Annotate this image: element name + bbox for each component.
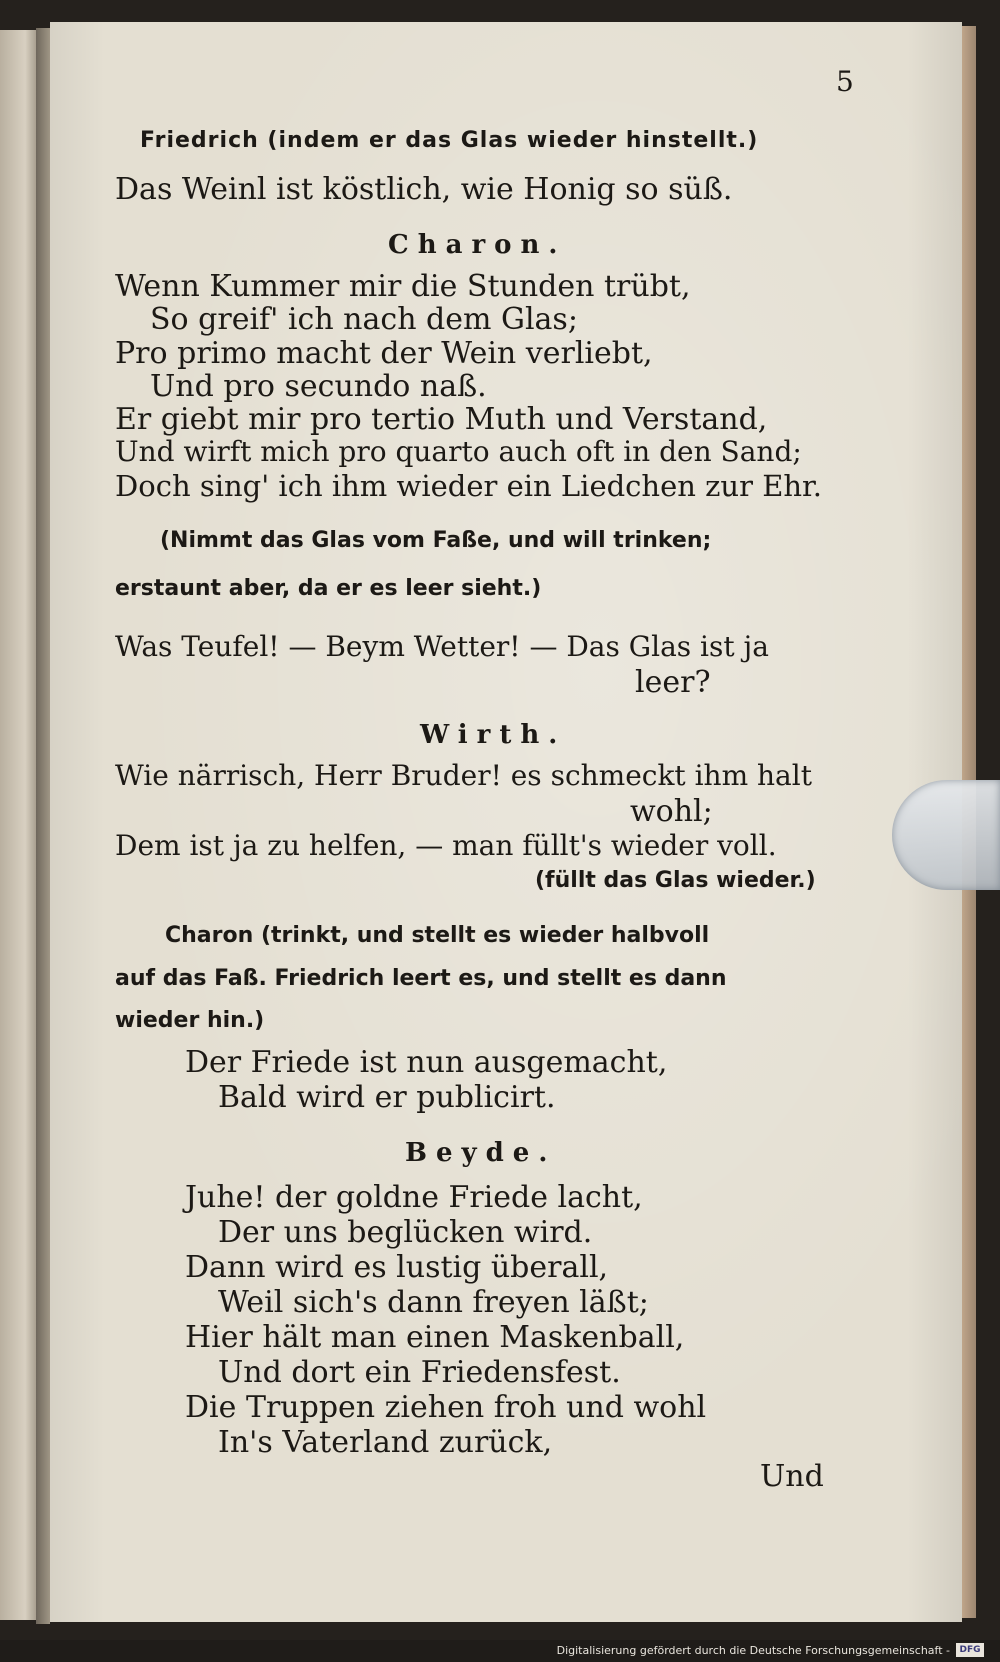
speaker-heading: Charon. [388,230,567,260]
stage-direction: (füllt das Glas wieder.) [535,868,816,893]
footer-credit: Digitalisierung gefördert durch die Deutsche Forschungsgemeinschaft - [556,1644,950,1657]
verse-line: Bald wird er publicirt. [218,1080,556,1115]
verse-line: Der Friede ist nun ausgemacht, [185,1045,668,1080]
verse-line: Und pro secundo naß. [150,369,487,404]
verse-line: Wie närrisch, Herr Bruder! es schmeckt ihm halt [115,759,812,792]
dfg-logo: DFG [956,1643,984,1657]
stage-direction: auf das Faß. Friedrich leert es, und stellt es dann [115,966,727,991]
verse-line: Die Truppen ziehen froh und wohl [185,1390,707,1425]
verse-line: wohl; [630,794,713,829]
verse-line: Weil sich's dann freyen läßt; [218,1285,649,1320]
verse-line: Wenn Kummer mir die Stunden trübt, [115,269,691,304]
catchword: Und [760,1459,824,1494]
verse-line: Hier hält man einen Maskenball, [185,1320,685,1355]
verse-line: Juhe! der goldne Friede lacht, [185,1180,643,1215]
verse-line: Pro primo macht der Wein verliebt, [115,336,653,371]
verse-line: So greif' ich nach dem Glas; [150,302,578,337]
page-number: 5 [836,65,854,98]
verse-line: Was Teufel! — Beym Wetter! — Das Glas ist ja [115,630,769,663]
stage-direction: wieder hin.) [115,1008,265,1033]
verse-line: In's Vaterland zurück, [218,1425,553,1460]
verse-line: Und dort ein Friedensfest. [218,1355,621,1390]
speaker-heading: Wirth. [420,720,567,750]
page-clip [892,780,1000,890]
stage-direction: (Nimmt das Glas vom Faße, und will trinken; [160,528,712,553]
stage-direction: Charon (trinkt, und stellt es wieder halbvoll [165,923,710,948]
verse-line: Dann wird es lustig überall, [185,1250,609,1285]
verse-line: leer? [635,665,711,700]
stage-direction: erstaunt aber, da er es leer sieht.) [115,576,542,601]
verse-line: Er giebt mir pro tertio Muth und Verstand, [115,402,768,437]
stage-direction: Friedrich (indem er das Glas wieder hinstellt.) [140,128,759,153]
verse-line: Das Weinl ist köstlich, wie Honig so süß. [115,172,733,207]
book-gutter [36,28,50,1624]
verse-line: Der uns beglücken wird. [218,1215,593,1250]
verse-line: Und wirft mich pro quarto auch oft in den Sand; [115,435,802,468]
left-page-edge [0,30,36,1620]
verse-line: Dem ist ja zu helfen, — man füllt's wieder voll. [115,829,777,862]
verse-line: Doch sing' ich ihm wieder ein Liedchen zur Ehr. [115,469,822,503]
speaker-heading: Beyde. [405,1138,557,1168]
